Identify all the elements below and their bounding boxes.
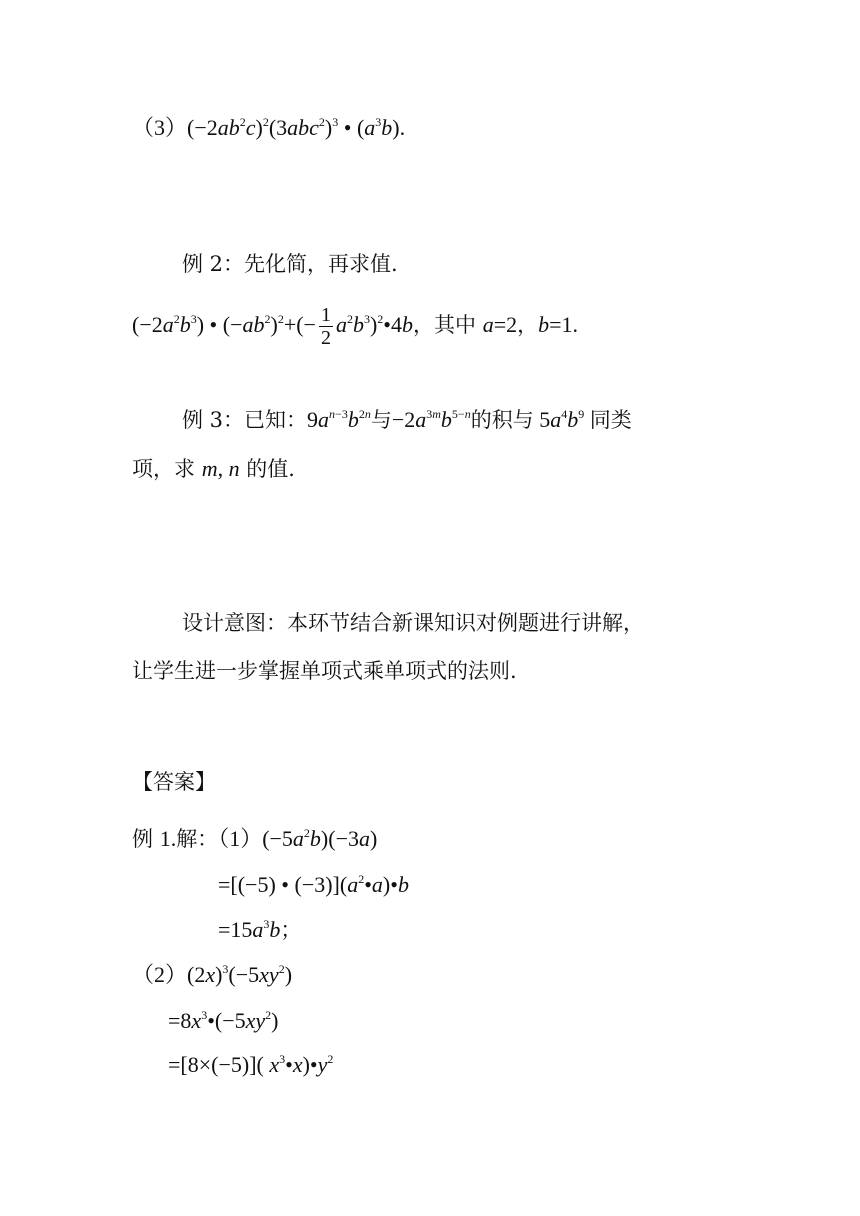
answer-part-2-line-3: =[8×(−5)]( $x^3•x)•y^2$ xyxy=(168,1052,334,1077)
example-2-expression: $(-2a^2b^3)$ • $(-ab^2)^2+(-$ $\frac{1}{2}$ $a^2b^3)^2•4b$，其中 a=2，b=1. xyxy=(132,304,579,349)
answer-example-1-line-1: 例 1.解：$(1)(-5a^2b)(-3a)$ xyxy=(132,826,378,851)
answer-part-2-line-1: $(2)(2x)^3(-5xy^2)$ xyxy=(132,962,293,987)
example-3-line-2: 项，求 m, n 的值. xyxy=(132,456,295,481)
fraction-one-half: $\frac{1}{2}$ xyxy=(320,304,331,349)
answer-example-1-line-2: =[(−5) • $(-3)](a^2•a)•b$ xyxy=(218,872,409,897)
example-2-intro: 例 2：先化简，再求值. xyxy=(182,252,398,276)
answer-part-2-line-2: $=8x^3•(-5xy^2)$ xyxy=(168,1008,279,1033)
design-intent-line-1: 设计意图：本环节结合新课知识对例题进行讲解， xyxy=(182,611,644,635)
answer-heading: 【答案】 xyxy=(132,770,216,794)
problem-3: $(3)(-2ab^2c)^2(3abc^2)^3$ • $(a^3b)$. xyxy=(132,115,406,140)
answer-example-1-line-3: $=15a^3b$； xyxy=(218,917,302,942)
design-intent-line-2: 让学生进一步掌握单项式乘单项式的法则. xyxy=(132,659,517,683)
example-3-line-1: 例 3：已知：$9a^{n-3}b^{2n}$与$-2a^{3m}b^{5-n}$的积与 $5a^4b^9$ 同类 xyxy=(182,407,632,432)
